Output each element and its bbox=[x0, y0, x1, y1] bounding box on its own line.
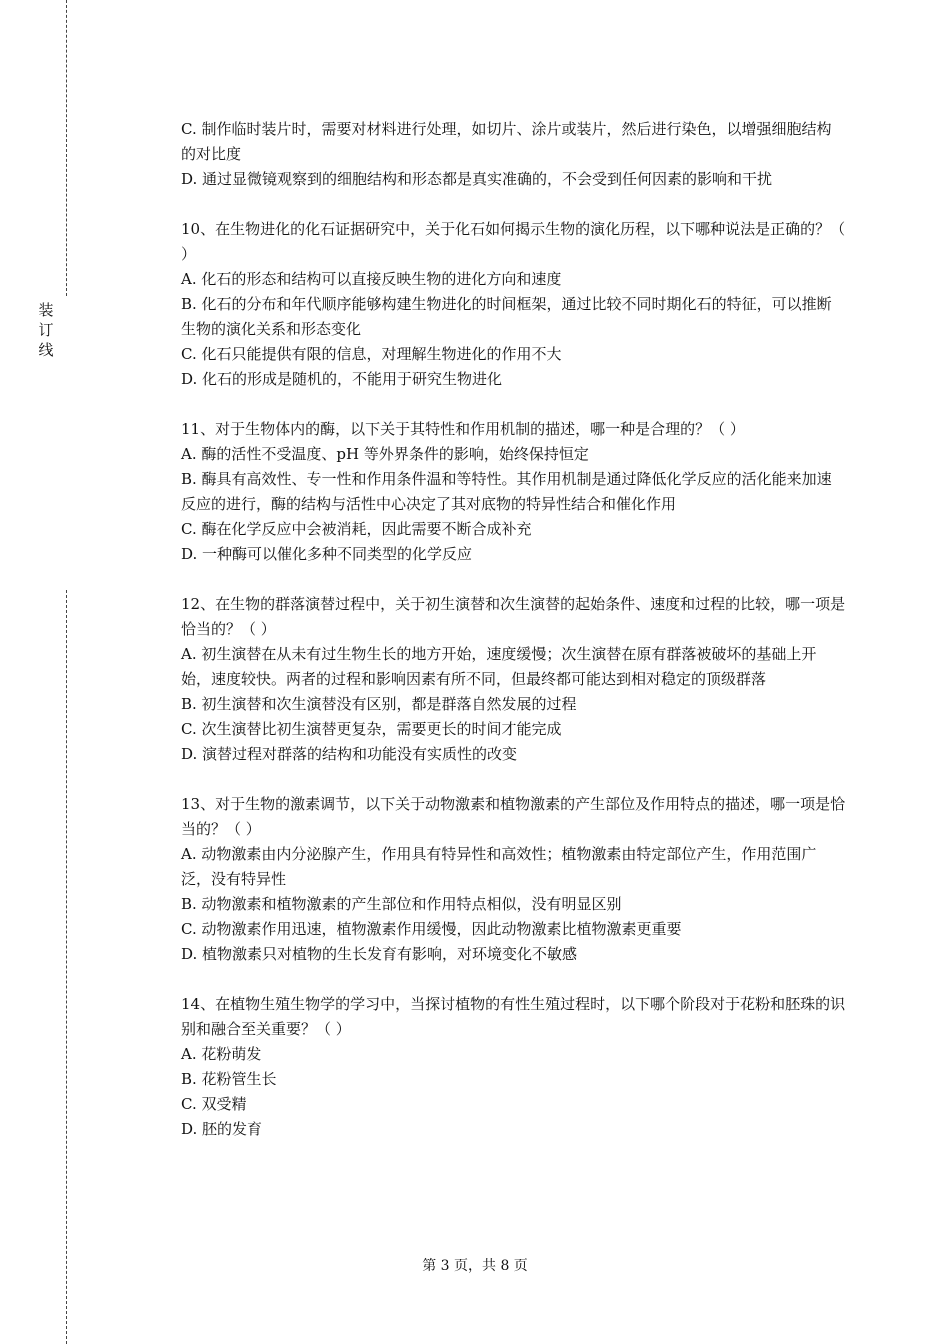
question-14 bbox=[181, 992, 846, 1142]
binding-char: 订 bbox=[38, 321, 54, 339]
question-13 bbox=[181, 792, 846, 967]
option-d: D. 植物激素只对植物的生长发育有影响，对环境变化不敏感 bbox=[181, 945, 578, 963]
option-d: D. 化石的形成是随机的，不能用于研究生物进化 bbox=[181, 370, 503, 388]
binding-label bbox=[36, 300, 56, 360]
question-text: 12、在生物的群落演替过程中，关于初生演替和次生演替的起始条件、速度和过程的比较，哪一项是恰当的？（ ） bbox=[181, 595, 846, 638]
binding-dashed-line-top bbox=[66, 0, 67, 296]
question-text: 10、在生物进化的化石证据研究中，关于化石如何揭示生物的演化历程，以下哪种说法是正确的？（ ） bbox=[181, 220, 846, 263]
option-a: A. 酶的活性不受温度、pH 等外界条件的影响，始终保持恒定 bbox=[181, 445, 589, 463]
binding-char: 装 bbox=[38, 301, 54, 319]
option-a: A. 化石的形态和结构可以直接反映生物的进化方向和速度 bbox=[181, 270, 562, 288]
question-10 bbox=[181, 217, 846, 392]
option-d: D. 胚的发育 bbox=[181, 1120, 263, 1138]
continuation-block bbox=[181, 117, 846, 192]
option-c: C. 酶在化学反应中会被消耗，因此需要不断合成补充 bbox=[181, 520, 532, 538]
option-b: B. 动物激素和植物激素的产生部位和作用特点相似，没有明显区别 bbox=[181, 895, 622, 913]
question-text: 13、对于生物的激素调节，以下关于动物激素和植物激素的产生部位及作用特点的描述，哪一项是恰当的？（ ） bbox=[181, 795, 846, 838]
option-b: B. 化石的分布和年代顺序能够构建生物进化的时间框架，通过比较不同时期化石的特征，可以推断生物的演化关系和形态变化 bbox=[181, 295, 832, 338]
question-12 bbox=[181, 592, 846, 767]
question-text: 11、对于生物体内的酶，以下关于其特性和作用机制的描述，哪一种是合理的？（ ） bbox=[181, 420, 745, 438]
option-c: C. 动物激素作用迅速，植物激素作用缓慢，因此动物激素比植物激素更重要 bbox=[181, 920, 682, 938]
option-c: C. 次生演替比初生演替更复杂，需要更长的时间才能完成 bbox=[181, 720, 562, 738]
option-d: D. 一种酶可以催化多种不同类型的化学反应 bbox=[181, 545, 473, 563]
page-number: 第 3 页，共 8 页 bbox=[422, 1258, 528, 1274]
exam-content bbox=[181, 117, 846, 1142]
option-a: A. 花粉萌发 bbox=[181, 1045, 262, 1063]
option-c: C. 制作临时装片时，需要对材料进行处理，如切片、涂片或装片，然后进行染色，以增强细胞结构的对比度 bbox=[181, 120, 832, 163]
binding-char: 线 bbox=[38, 341, 54, 359]
option-c: C. 化石只能提供有限的信息，对理解生物进化的作用不大 bbox=[181, 345, 562, 363]
question-text: 14、在植物生殖生物学的学习中，当探讨植物的有性生殖过程时，以下哪个阶段对于花粉和胚珠的识别和融合至关重要？（ ） bbox=[181, 995, 846, 1038]
option-a: A. 初生演替在从未有过生物生长的地方开始，速度缓慢；次生演替在原有群落被破坏的基础上开始，速度较快。两者的过程和影响因素有所不同，但最终都可能达到相对稳定的顶级群落 bbox=[181, 645, 817, 688]
question-11 bbox=[181, 417, 846, 567]
option-d: D. 演替过程对群落的结构和功能没有实质性的改变 bbox=[181, 745, 518, 763]
option-c: C. 双受精 bbox=[181, 1095, 247, 1113]
option-a: A. 动物激素由内分泌腺产生，作用具有特异性和高效性；植物激素由特定部位产生，作用范围广泛，没有特异性 bbox=[181, 845, 817, 888]
option-b: B. 酶具有高效性、专一性和作用条件温和等特性。其作用机制是通过降低化学反应的活化能来加速反应的进行，酶的结构与活性中心决定了其对底物的特异性结合和催化作用 bbox=[181, 470, 832, 513]
binding-dashed-line-bottom bbox=[66, 590, 67, 1344]
option-b: B. 初生演替和次生演替没有区别，都是群落自然发展的过程 bbox=[181, 695, 577, 713]
option-b: B. 花粉管生长 bbox=[181, 1070, 277, 1088]
option-d: D. 通过显微镜观察到的细胞结构和形态都是真实准确的，不会受到任何因素的影响和干扰 bbox=[181, 170, 773, 188]
